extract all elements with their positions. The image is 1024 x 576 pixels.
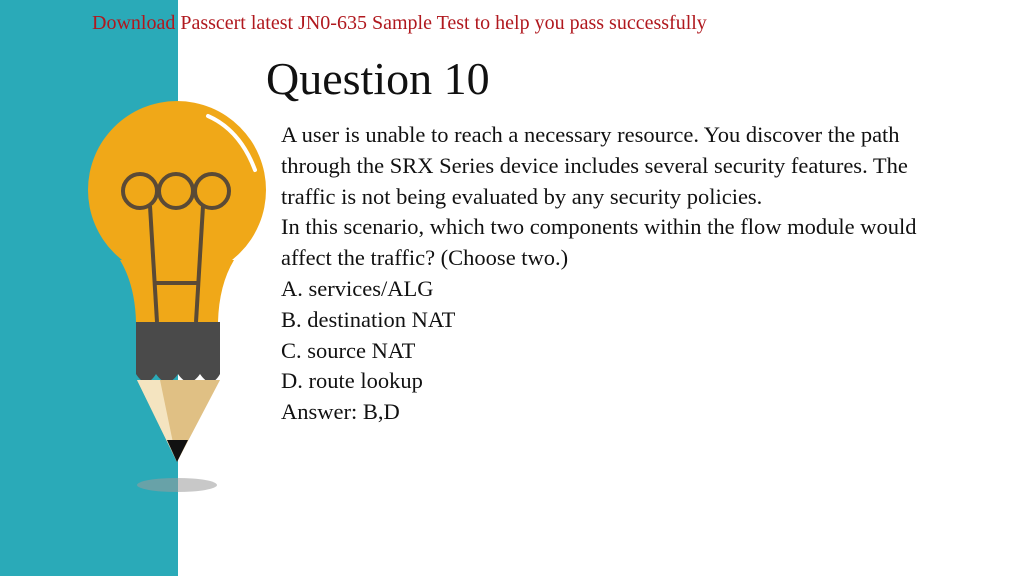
question-line: traffic is not being evaluated by any security policies. (281, 183, 763, 209)
question-line: A user is unable to reach a necessary resource. You discover the path (281, 122, 900, 147)
option-d: D. route lookup (281, 368, 423, 394)
option-c: C. source NAT (281, 337, 416, 363)
option-b: B. destination NAT (281, 306, 456, 332)
question-line: affect the traffic? (Choose two.) (281, 245, 569, 271)
answer-text: Answer: B,D (281, 399, 400, 425)
question-content (281, 120, 1011, 428)
lightbulb-pencil-icon (80, 100, 280, 500)
question-line: In this scenario, which two components within the flow module would (281, 214, 917, 240)
option-a: A. services/ALG (281, 275, 434, 301)
question-title: Question 10 (266, 53, 490, 104)
promo-banner: Download Passcert latest JN0-635 Sample Test to help you pass successfully (92, 12, 707, 34)
question-line: through the SRX Series device includes several security features. The (281, 152, 908, 178)
